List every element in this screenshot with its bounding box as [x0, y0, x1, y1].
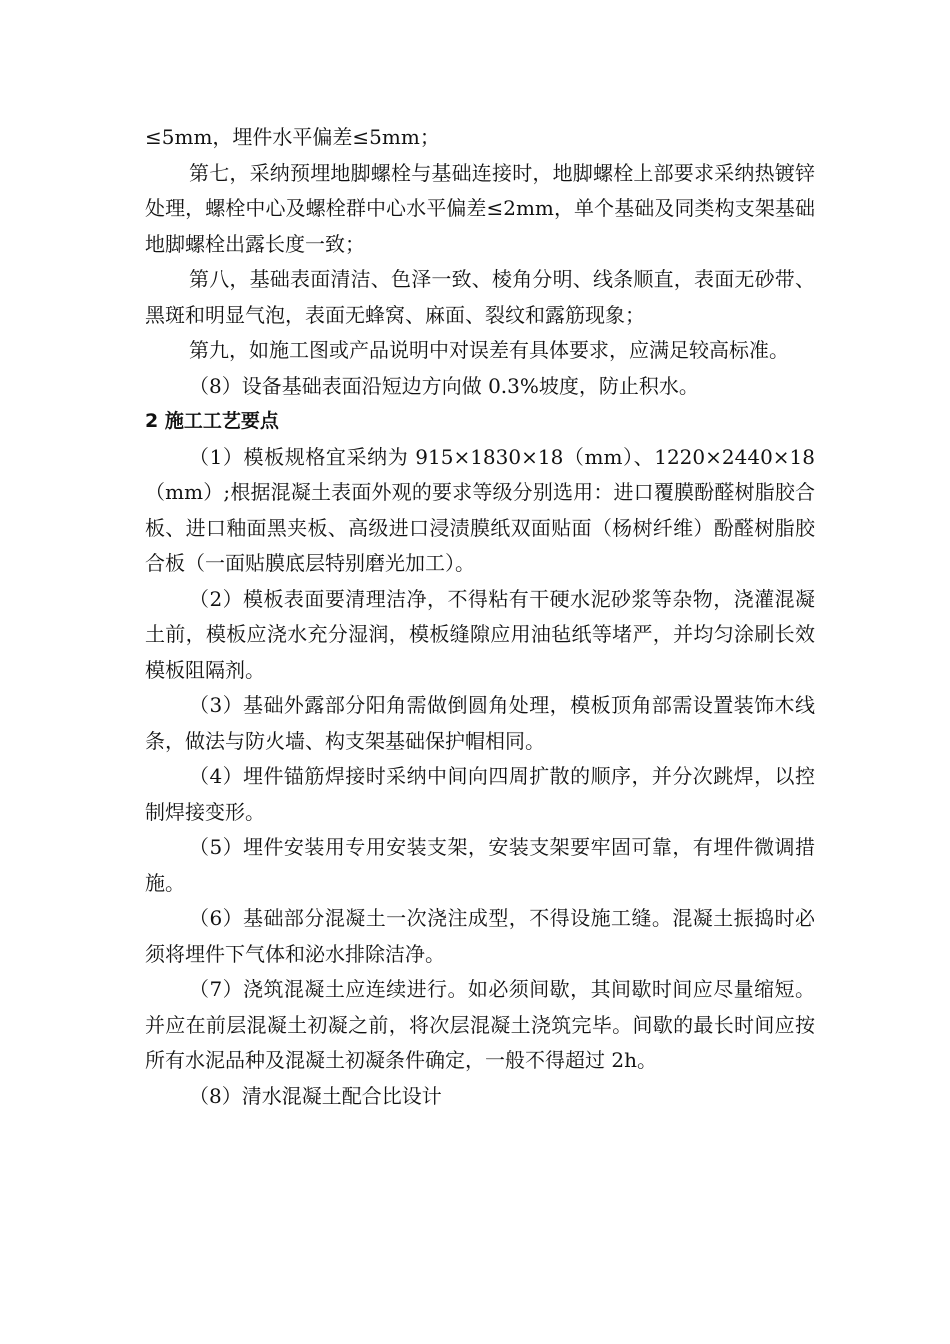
paragraph-slope: （8）设备基础表面沿短边方向做 0.3%坡度，防止积水。	[189, 373, 699, 398]
paragraph-eighth: 第八，基础表面清洁、色泽一致、棱角分明、线条顺直，表面无砂带、黑斑和明显气泡，表面无蜂窝、麻面、裂纹和露筋现象；	[145, 267, 815, 327]
paragraph-step-1: （1）模板规格宜采纳为 915×1830×18（mm）、1220×2440×18（mm）;根据混凝土表面外观的要求等级分别选用：进口覆膜酚醛树脂胶合板、进口釉面黑夹板、高级进口浸渍膜纸双面贴面（杨树纤维）酚醛树脂胶合板（一面贴膜底层特别磨光加工）。	[145, 444, 815, 575]
paragraph-ninth: 第九，如施工图或产品说明中对误差有具体要求，应满足较高标准。	[189, 338, 789, 362]
paragraph-tolerance-continued: ≤5mm，埋件水平偏差≤5mm；	[145, 125, 440, 149]
paragraph-seventh: 第七，采纳预埋地脚螺栓与基础连接时，地脚螺栓上部要求采纳热镀锌处理，螺栓中心及螺栓群中心水平偏差≤2mm，单个基础及同类构支架基础地脚螺栓出露长度一致；	[145, 160, 815, 256]
paragraph-step-5: （5）埋件安装用专用安装支架，安装支架要牢固可靠，有埋件微调措施。	[145, 835, 815, 895]
document-body	[145, 120, 815, 1114]
paragraph-step-2: （2）模板表面要清理洁净，不得粘有干硬水泥砂浆等杂物，浇灌混凝土前，模板应浇水充分湿润，模板缝隙应用油毡纸等堵严，并均匀涂刷长效模板阻隔剂。	[145, 586, 815, 682]
paragraph-step-3: （3）基础外露部分阳角需做倒圆角处理，模板顶角部需设置装饰木线条，做法与防火墙、构支架基础保护帽相同。	[145, 693, 815, 753]
paragraph-step-6: （6）基础部分混凝土一次浇注成型，不得设施工缝。混凝土振捣时必须将埋件下气体和泌水排除洁净。	[145, 906, 815, 966]
paragraph-step-8: （8）清水混凝土配合比设计	[189, 1083, 442, 1108]
paragraph-step-7: （7）浇筑混凝土应连续进行。如必须间歇，其间歇时间应尽量缩短。并应在前层混凝土初凝之前，将次层混凝土浇筑完毕。间歇的最长时间应按所有水泥品种及混凝土初凝条件确定，一般不得超过 2h。	[145, 977, 815, 1072]
paragraph-step-4: （4）埋件锚筋焊接时采纳中间向四周扩散的顺序，并分次跳焊，以控制焊接变形。	[145, 764, 815, 824]
section-heading: 2 施工工艺要点	[145, 410, 279, 432]
